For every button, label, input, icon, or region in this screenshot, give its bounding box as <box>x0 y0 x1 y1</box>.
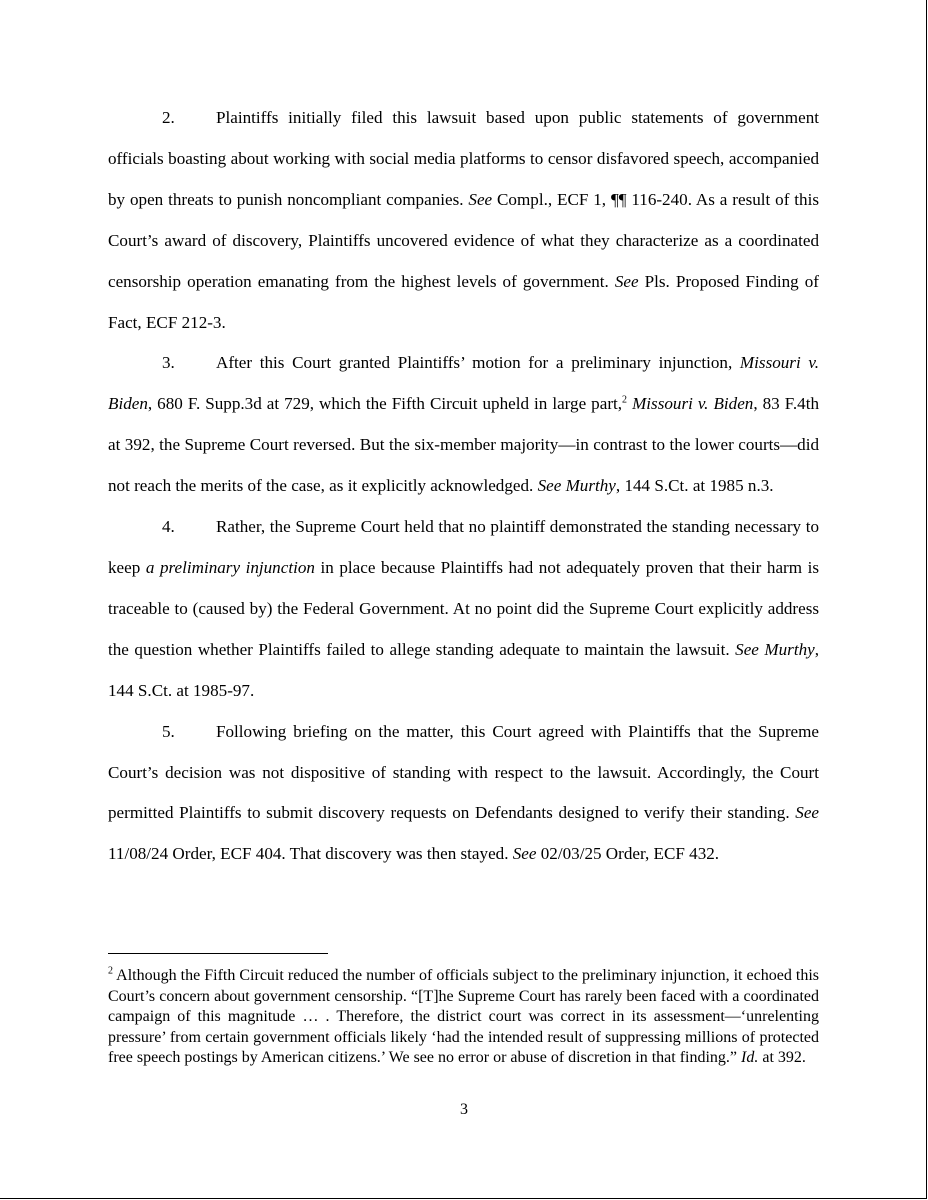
citation-signal: Id. <box>741 1049 759 1066</box>
footnote-text: at 392. <box>758 1049 806 1066</box>
paragraph-number: 2. <box>162 108 175 127</box>
citation-signal: See <box>512 844 537 864</box>
footnote-text: Although the Fifth Circuit reduced the number of officials subject to the preliminary injunction, it echoed this Court’s concern about government censorship. “[T]he Supreme Court has rarely been faced with a coordinated campaign of this magnitude … . Therefore, the district court was correct in its assessment—‘unrelenting pressure’ from certain government officials likely ‘had the intended result of suppressing millions of protected free speech postings by American citizens.’ We see no error or abuse of discretion in that finding.” <box>108 967 819 1066</box>
paragraph-text: Compl., ECF 1, ¶¶ 116-240. As a result of this Court’s award of discovery, Plaintiffs uncovered evidence of what they characterize as a coordinated censorship operation emanating from the highest levels of government. <box>108 189 819 291</box>
paragraph-3 <box>108 343 819 507</box>
case-name: Missouri v. Biden <box>632 394 754 414</box>
paragraph-text: After this Court granted Plaintiffs’ motion for a preliminary injunction, <box>216 353 740 373</box>
body-text <box>108 98 819 875</box>
paragraph-text: Rather, the Supreme Court held that no plaintiff demonstrated the standing necessary to keep <box>108 517 819 577</box>
paragraph-number: 5. <box>162 721 175 741</box>
paragraph-text: Pls. Proposed Finding of Fact, ECF 212-3. <box>108 271 819 332</box>
footnote-2 <box>108 966 819 1069</box>
paragraph-4 <box>108 507 819 712</box>
citation-signal: See Murthy <box>537 476 616 496</box>
paragraph-text: , 144 S.Ct. at 1985 n.3. <box>615 476 774 496</box>
citation-signal: See <box>795 803 819 823</box>
citation-signal: See Murthy <box>735 639 815 659</box>
paragraph-text: , 680 F. Supp.3d at 729, which the Fifth Circuit upheld in large part, <box>147 394 623 414</box>
case-name: Missouri v. Biden <box>108 353 819 414</box>
paragraph-number: 4. <box>162 517 175 537</box>
paragraph-2 <box>108 98 819 343</box>
paragraph-text: , 83 F.4th at 392, the Supreme Court reversed. But the six-member majority—in contrast to the lower courts—did not reach the merits of the case, as it explicitly acknowledged. <box>108 394 819 496</box>
footnote-divider <box>108 953 328 954</box>
paragraph-text: Plaintiffs initially filed this lawsuit based upon public statements of government officials boasting about working with social media platforms to censor disfavored speech, accompanied by open threats to punish noncompliant companies. <box>108 108 819 209</box>
paragraph-5 <box>108 712 819 876</box>
footnote-reference: 2 <box>622 394 628 406</box>
page-number: 3 <box>460 1101 468 1118</box>
paragraph-text: 11/08/24 Order, ECF 404. That discovery was then stayed. <box>108 844 513 864</box>
citation-signal: See <box>614 271 639 291</box>
paragraph-text: Following briefing on the matter, this Court agreed with Plaintiffs that the Supreme Court’s decision was not dispositive of standing with respect to the lawsuit. Accordingly, the Court permitted Plaintiffs to submit discovery requests on Defendants designed to verify their standing. <box>108 721 819 823</box>
emphasis: a preliminary injunction <box>145 557 315 577</box>
paragraph-text: 02/03/25 Order, ECF 432. <box>536 844 720 864</box>
paragraph-number: 3. <box>162 353 175 373</box>
footnote-marker: 2 <box>108 965 113 977</box>
paragraph-text: , 144 S.Ct. at 1985-97. <box>108 639 819 700</box>
citation-signal: See <box>468 189 493 209</box>
paragraph-text: in place because Plaintiffs had not adequately proven that their harm is traceable to (caused by) the Federal Government. At no point did the Supreme Court explicitly address the question whether Plaintiffs failed to allege standing adequate to maintain the lawsuit. <box>108 557 819 659</box>
